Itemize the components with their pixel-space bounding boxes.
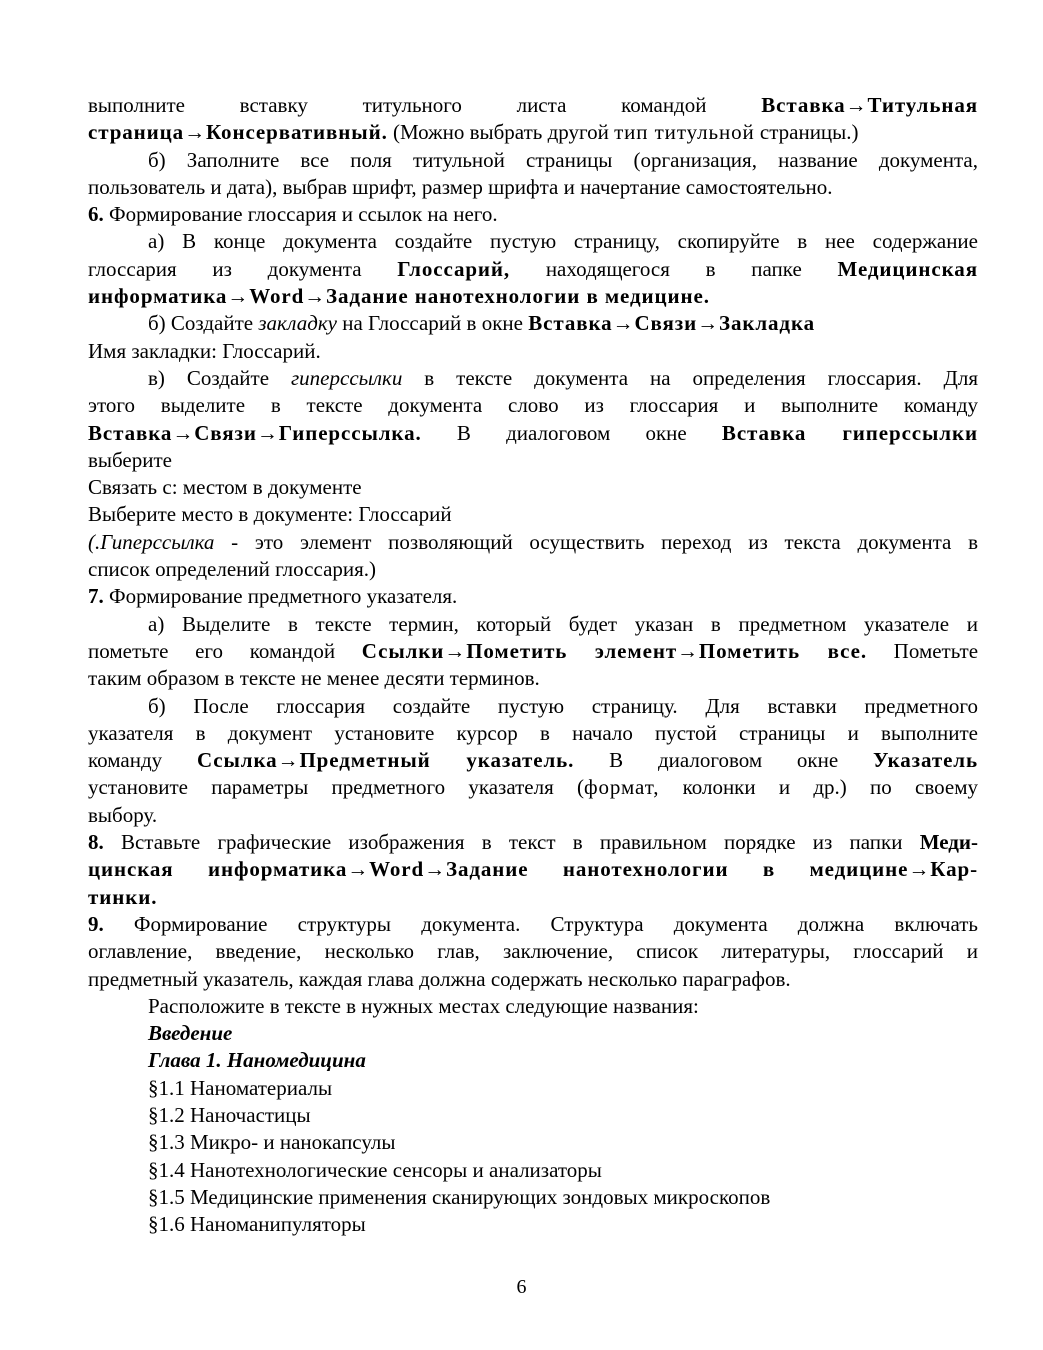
text-span: команду bbox=[88, 748, 197, 773]
text-span: это элемент позволяющий осуществить переход из текста документа в bbox=[254, 529, 978, 554]
text-line bbox=[88, 256, 978, 283]
text-span: глоссария из документа bbox=[88, 256, 398, 281]
bold-command: Медицинская bbox=[837, 256, 978, 281]
list-item: §1.4 Нанотехнологические сенсоры и анализаторы bbox=[148, 1157, 602, 1182]
list-item: §1.2 Наночастицы bbox=[148, 1102, 311, 1127]
text-line bbox=[88, 529, 978, 556]
text-line: Связать с: местом в документе bbox=[88, 475, 362, 500]
text-line bbox=[88, 283, 978, 310]
bold-command: Указатель bbox=[873, 748, 978, 773]
italic-term: гиперссылки bbox=[290, 365, 403, 390]
text-span: на Глоссарий в окне bbox=[336, 311, 529, 336]
text-line bbox=[88, 774, 978, 801]
text-line bbox=[88, 365, 978, 392]
text-line: б) Заполните все поля титульной страницы (организация, название документа, bbox=[148, 147, 978, 172]
text-line bbox=[88, 638, 978, 665]
text-span: б) Создайте bbox=[148, 311, 259, 336]
text-span: в тексте документа на определения глоссария. Для bbox=[402, 365, 978, 390]
bold-command: Меди- bbox=[919, 830, 978, 855]
text-line: а) В конце документа создайте пустую страницу, скопируйте в нее содержание bbox=[148, 229, 978, 254]
list-item: §1.3 Микро- и нанокапсулы bbox=[148, 1130, 396, 1155]
text-span: В диалоговом окне bbox=[574, 748, 873, 773]
text-line: указателя в документ установите курсор в начало пустой страницы и выполните bbox=[88, 720, 978, 745]
text-line: предметный указатель, каждая глава должна содержать несколько параграфов. bbox=[88, 966, 791, 991]
list-item: §1.6 Наноманипуляторы bbox=[148, 1212, 366, 1237]
text-span: пометьте его командой bbox=[88, 638, 362, 663]
bold-command: Ссылка→Предметный указатель. bbox=[196, 748, 575, 773]
text-line: Расположите в тексте в нужных местах следующие названия: bbox=[148, 993, 699, 1018]
text-span: находящегося в папке bbox=[510, 256, 838, 281]
text-span: тип титульной bbox=[614, 120, 755, 145]
text-span: выполните вставку титульного листа командой bbox=[88, 93, 762, 117]
text-span: страницы.) bbox=[754, 120, 859, 145]
section-heading bbox=[88, 201, 978, 228]
section-number: 6. bbox=[88, 202, 104, 227]
list-item: §1.1 Наноматериалы bbox=[148, 1075, 333, 1100]
bold-command: страница→Консервативный. bbox=[88, 120, 388, 145]
text-line: оглавление, введение, несколько глав, заключение, список литературы, глоссарий и bbox=[88, 939, 978, 964]
italic-term: закладку bbox=[258, 311, 337, 336]
document-page bbox=[88, 92, 978, 1238]
heading-introduction bbox=[88, 1020, 978, 1047]
section-heading bbox=[88, 583, 978, 610]
text-span: колонки и др.) по своему bbox=[659, 775, 978, 800]
text-span: в) Создайте bbox=[148, 365, 291, 390]
text-line bbox=[88, 92, 978, 119]
italic-term: (.Гиперссылка - bbox=[88, 529, 255, 554]
text-span: Вставьте графические изображения в текст в правильном порядке из папки bbox=[103, 830, 920, 855]
list-item: §1.5 Медицинские применения сканирующих зондовых микроскопов bbox=[148, 1184, 771, 1209]
bold-command: Ссылки→Пометить элемент→Пометить все. bbox=[361, 638, 867, 663]
text-line: этого выделите в тексте документа слово из глоссария и выполните команду bbox=[88, 393, 978, 418]
bold-command: Вставка гиперссылки bbox=[721, 420, 978, 445]
section-number: 8. bbox=[88, 830, 104, 855]
text-line: выберите bbox=[88, 447, 172, 472]
text-span: Формирование структуры документа. Структура документа должна включать bbox=[103, 911, 978, 936]
text-span: В диалоговом окне bbox=[421, 420, 722, 445]
text-line: пользователь и дата), выбрав шрифт, размер шрифта и начертание самостоятельно. bbox=[88, 174, 833, 199]
text-line bbox=[88, 310, 978, 337]
bold-command: информатика→Word→Задание нанотехнологии в медицине. bbox=[88, 284, 710, 309]
text-line: а) Выделите в тексте термин, который будет указан в предметном указателе и bbox=[148, 611, 978, 636]
section-heading bbox=[88, 911, 978, 938]
text-line bbox=[88, 884, 978, 911]
section-title: Формирование предметного указателя. bbox=[103, 584, 458, 609]
section-number: 9. bbox=[88, 911, 104, 936]
text-span: (Можно выбрать другой bbox=[387, 120, 615, 145]
section-heading bbox=[88, 829, 978, 856]
text-span: формат, bbox=[583, 775, 660, 800]
bold-command: тинки. bbox=[88, 884, 158, 909]
text-line: выбору. bbox=[88, 802, 158, 827]
section-number: 7. bbox=[88, 584, 104, 609]
bold-command: цинская информатика→Word→Задание нанотехнологии в медицине→Кар- bbox=[88, 857, 978, 882]
text-line bbox=[88, 119, 978, 146]
bold-command: Глоссарий, bbox=[397, 256, 511, 281]
heading-chapter-1 bbox=[88, 1047, 978, 1074]
text-span: Пометьте bbox=[866, 638, 979, 663]
text-line: Имя закладки: Глоссарий. bbox=[88, 338, 321, 363]
page-number: 6 bbox=[516, 1276, 527, 1298]
text-line bbox=[88, 747, 978, 774]
text-line bbox=[88, 856, 978, 883]
text-line: б) После глоссария создайте пустую страницу. Для вставки предметного bbox=[148, 693, 978, 718]
text-line: список определений глоссария.) bbox=[88, 557, 377, 582]
text-line: таким образом в тексте не менее десяти терминов. bbox=[88, 666, 540, 691]
section-title: Формирование глоссария и ссылок на него. bbox=[103, 202, 498, 227]
text-span: установите параметры предметного указателя ( bbox=[88, 775, 584, 800]
text-line bbox=[88, 420, 978, 447]
bold-command: Вставка→Связи→Гиперссылка. bbox=[88, 420, 422, 445]
bold-command: Вставка→Титульная bbox=[761, 93, 978, 117]
heading-text: Глава 1. Наномедицина bbox=[148, 1048, 366, 1073]
heading-text: Введение bbox=[148, 1021, 233, 1046]
text-line: Выберите место в документе: Глоссарий bbox=[88, 502, 452, 527]
bold-command: Вставка→Связи→Закладка bbox=[528, 311, 816, 336]
